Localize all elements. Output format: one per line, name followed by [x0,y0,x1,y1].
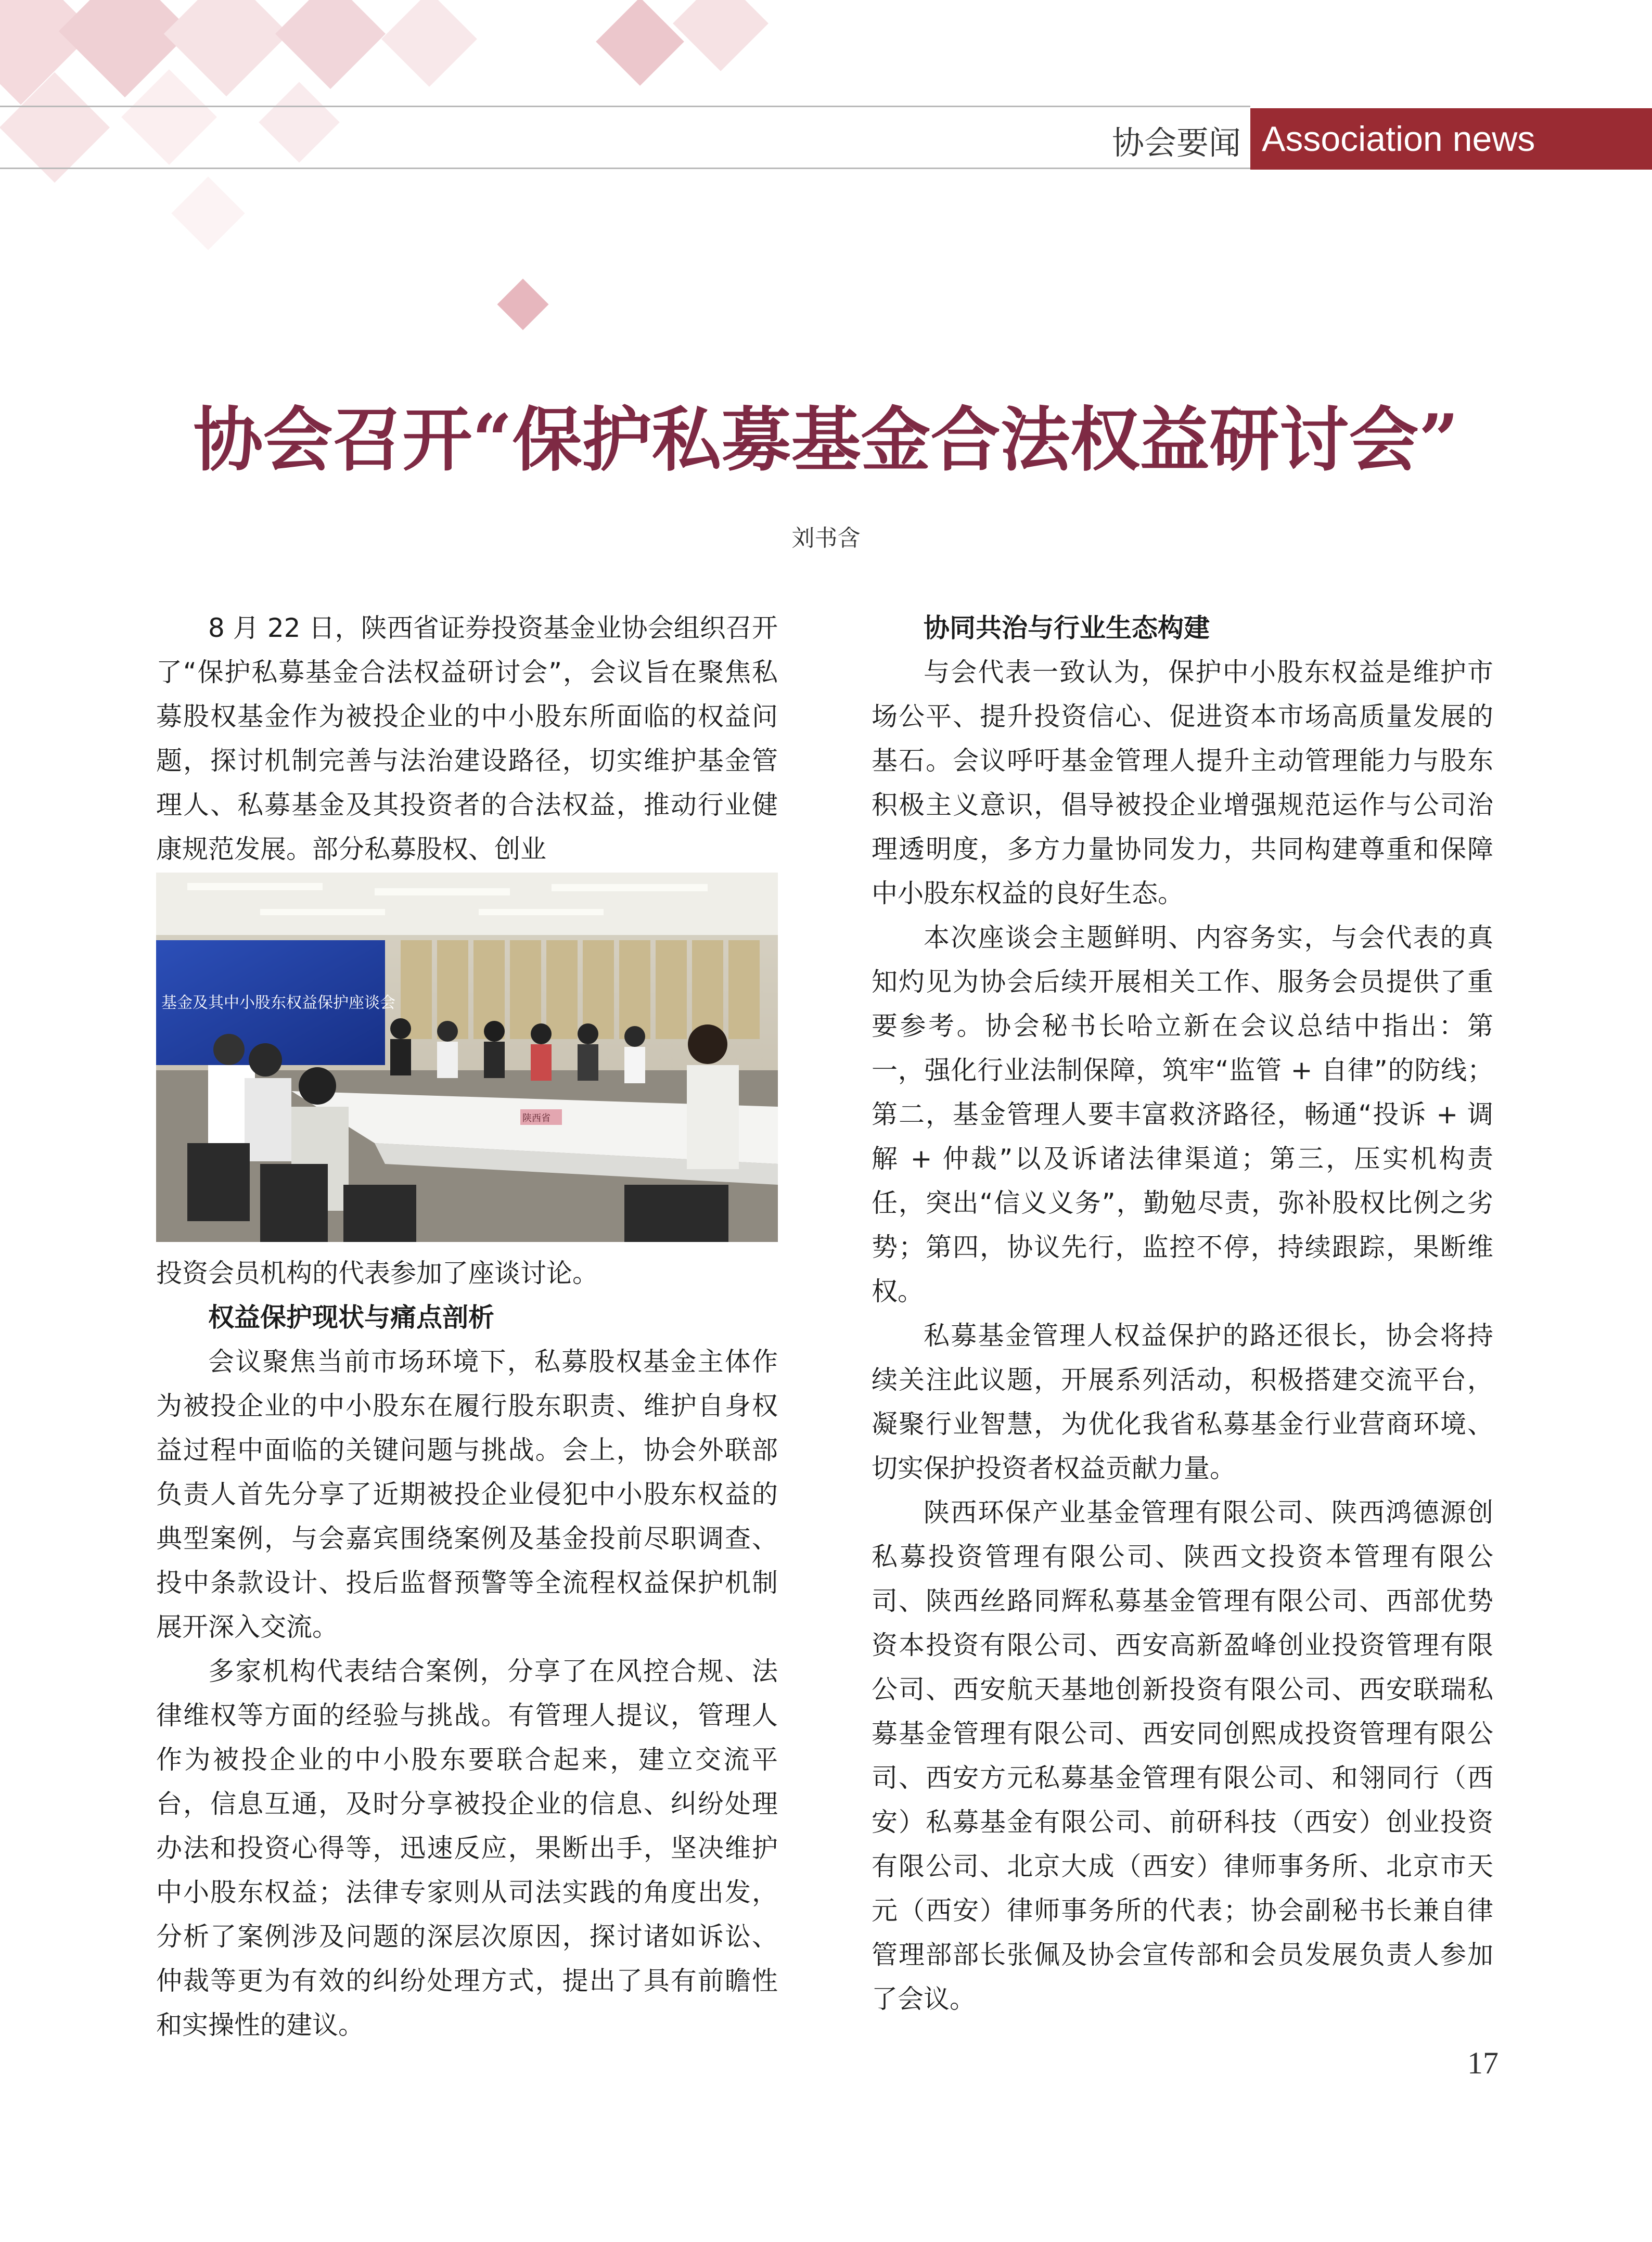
header-rule-top [0,106,1250,107]
diamond-pink-11 [171,176,245,250]
diamond-pink-7 [673,0,769,71]
article-author: 刘书含 [791,525,861,552]
right-paragraph-4: 陕西环保产业基金管理有限公司、陕西鸿德源创私募投资管理有限公司、陕西文投资本管理有限公司、陕西丝路同辉私募基金管理有限公司、西部优势资本投资有限公司、西安高新盈峰创业投资管理有限公司、西安航天基地创新投资有限公司、西安联瑞私募基金管理有限公司、西安同创熙成投资管理有限公司、西安方元私募基金管理有限公司、和翎同行（西安）私募基金有限公司、前研科技（西安）创业投资有限公司、北京大成（西安）律师事务所、北京市天元（西安）律师事务所的代表；协会副秘书长兼自律管理部部长张佩及协会宣传部和会员发展负责人参加了会议。 [872,1497,1493,2014]
intro-paragraph: 8 月 22 日，陕西省证券投资基金业协会组织召开了“保护私募基金合法权益研讨会”，会议旨在聚焦私募股权基金作为被投企业的中小股东所面临的权益问题，探讨机制完善与法治建设路径，切实维护基金管理人、私募基金及其投资者的合法权益，推动行业健康规范发展。部分私募股权、创业 [156,613,778,864]
page-number: 17 [1467,2046,1499,2080]
meeting-photo-illustration [156,873,778,1242]
section-heading-1: 权益保护现状与痛点剖析 [208,1302,494,1333]
right-paragraph-2: 本次座谈会主题鲜明、内容务实，与会代表的真知灼见为协会后续开展相关工作、服务会员提供了重要参考。协会秘书长哈立新在会议总结中指出：第一，强化行业法制保障，筑牢“监管 + 自律”的防线；第二，基金管理人要丰富救济路径，畅通“投诉 + 调解 + 仲裁”以及诉诸法律渠道；第三，压实机构责任，突出“信义义务”，勤勉尽责，弥补股权比例之劣势；第四，协议先行，监控不停，持续跟踪，果断维权。 [872,923,1493,1306]
left-paragraph-2: 多家机构代表结合案例，分享了在风控合规、法律维权等方面的经验与挑战。有管理人提议，管理人作为被投企业的中小股东要联合起来，建立交流平台，信息互通，及时分享被投企业的信息、纠纷处理办法和投资心得等，迅速反应，果断出手，坚决维护中小股东权益；法律专家则从司法实践的角度出发，分析了案例涉及问题的深层次原因，探讨诸如诉讼、仲裁等更为有效的纠纷处理方式，提出了具有前瞻性和实操性的建议。 [156,1656,778,2040]
right-paragraph-1: 与会代表一致认为，保护中小股东权益是维护市场公平、提升投资信心、促进资本市场高质量发展的基石。会议呼吁基金管理人提升主动管理能力与股东积极主义意识，倡导被投企业增强规范运作与公司治理透明度，多方力量协同发力，共同构建尊重和保障中小股东权益的良好生态。 [872,657,1493,908]
left-column-bottom [156,1251,778,2047]
name-plate-text: 陕西省 [522,1113,550,1124]
section-label-cn: 协会要闻 [1111,124,1241,162]
right-column [872,606,1493,2021]
diamond-pink-5 [381,0,477,87]
decorative-diamond-pattern [0,0,833,375]
right-paragraph-3: 私募基金管理人权益保护的路还很长，协会将持续关注此议题，开展系列活动，积极搭建交流平台，凝聚行业智慧，为优化我省私募基金行业营商环境、切实保护投资者权益贡献力量。 [872,1321,1493,1483]
intro-continuation: 投资会员机构的代表参加了座谈讨论。 [156,1258,598,1288]
section-heading-2: 协同共治与行业生态构建 [924,613,1210,643]
section-label-en: Association news [1250,108,1652,170]
left-paragraph-1: 会议聚焦当前市场环境下，私募股权基金主体作为被投企业的中小股东在履行股东职责、维护自身权益过程中面临的关键问题与挑战。会上，协会外联部负责人首先分享了近期被投企业侵犯中小股东权益的典型案例，与会嘉宾围绕案例及基金投前尽职调查、投中条款设计、投后监督预警等全流程权益保护机制展开深入交流。 [156,1347,778,1642]
left-column-top [156,606,778,872]
projection-screen [156,940,395,1065]
diamond-pink-12 [497,279,549,330]
diamond-pink-4 [275,0,386,89]
meeting-photo [156,873,778,1242]
article-title: 协会召开“保护私募基金合法权益研讨会” [193,399,1459,481]
screen-banner-text: 基金及其中小股东权益保护座谈会 [161,994,395,1012]
diamond-pink-10 [259,82,340,163]
diamond-pink-6 [596,0,684,86]
diamond-pink-3 [164,0,289,96]
